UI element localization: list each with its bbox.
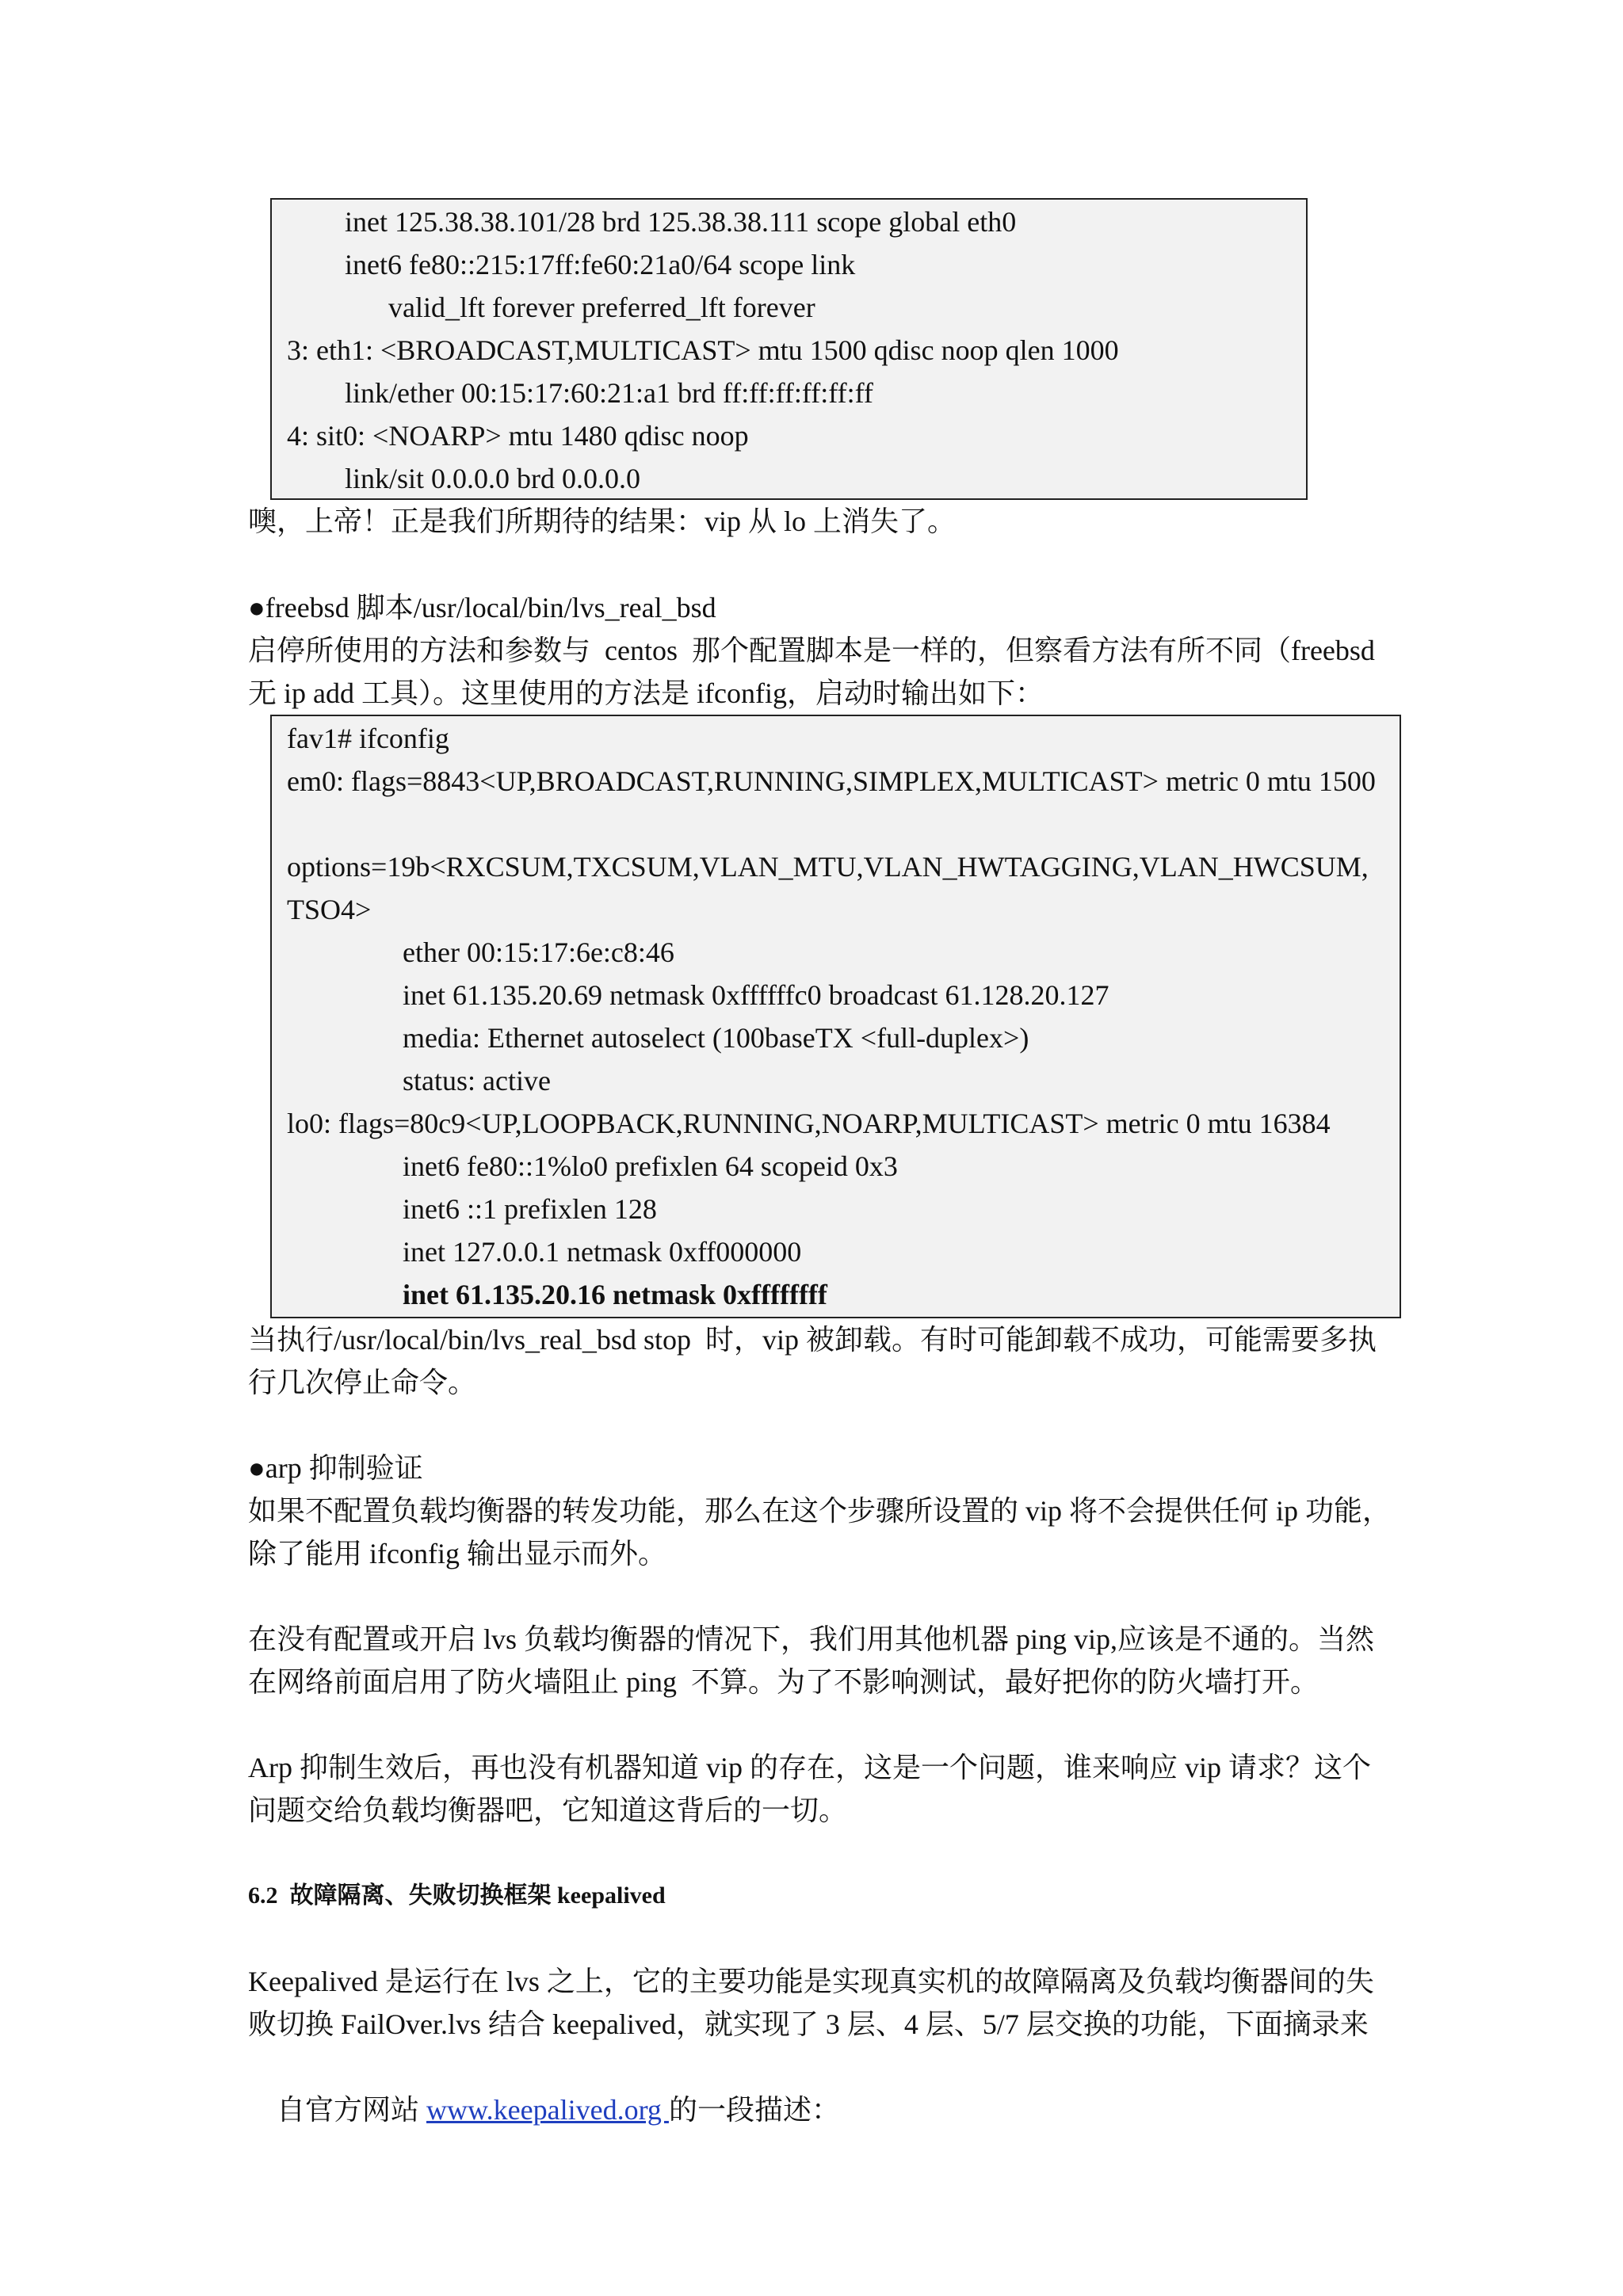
code-line: inet 125.38.38.101/28 brd 125.38.38.111 scope global eth0 [345,206,1017,238]
code-line: status: active [403,1065,551,1097]
paragraph: 败切换 FailOver.lvs 结合 keepalived，就实现了 3 层、4 层、5/7 层交换的功能，下面摘录来 [248,2008,1369,2040]
code-line: inet 127.0.0.1 netmask 0xff000000 [403,1236,802,1268]
paragraph: 行几次停止命令。 [248,1367,477,1398]
section-heading: 6.2 故障隔离、失败切换框架 keepalived [248,1882,666,1909]
code-line: link/ether 00:15:17:60:21:a1 brd ff:ff:ff:ff:ff:ff [345,377,873,409]
paragraph: 除了能用 ifconfig 输出显示而外。 [248,1538,666,1569]
code-line: valid_lft forever preferred_lft forever [388,292,815,323]
code-line: media: Ethernet autoselect (100baseTX <full-duplex>) [403,1022,1029,1054]
code-line: TSO4> [287,894,372,925]
code-line: fav1# ifconfig [287,723,449,754]
code-line-highlighted: inet 61.135.20.16 netmask 0xffffffff [403,1279,827,1310]
code-line: 4: sit0: <NOARP> mtu 1480 qdisc noop [287,420,749,452]
code-line: inet6 fe80::1%lo0 prefixlen 64 scopeid 0x3 [403,1150,898,1182]
paragraph: 如果不配置负载均衡器的转发功能，那么在这个步骤所设置的 vip 将不会提供任何 ip 功能， [248,1495,1392,1527]
paragraph-with-link [248,2046,840,2126]
paragraph: 在网络前面启用了防火墙阻止 ping 不算。为了不影响测试，最好把你的防火墙打开。 [248,1666,1319,1698]
code-line: lo0: flags=80c9<UP,LOOPBACK,RUNNING,NOARP,MULTICAST> metric 0 mtu 16384 [287,1108,1331,1139]
paragraph: 无 ip add 工具）。这里使用的方法是 ifconfig，启动时输出如下： [248,677,1044,709]
paragraph: 噢，上帝！正是我们所期待的结果：vip 从 lo 上消失了。 [248,505,957,537]
paragraph: 问题交给负载均衡器吧，它知道这背后的一切。 [248,1794,848,1826]
paragraph: Arp 抑制生效后，再也没有机器知道 vip 的存在，这是一个问题，谁来响应 vip 请求？这个 [248,1752,1371,1783]
code-line: options=19b<RXCSUM,TXCSUM,VLAN_MTU,VLAN_HWTAGGING,VLAN_HWCSUM, [287,851,1369,883]
code-line: inet 61.135.20.69 netmask 0xffffffc0 broadcast 61.128.20.127 [403,979,1109,1011]
code-line: inet6 ::1 prefixlen 128 [403,1193,657,1225]
code-line: link/sit 0.0.0.0 brd 0.0.0.0 [345,463,641,494]
paragraph: 当执行/usr/local/bin/lvs_real_bsd stop 时，vip 被卸载。有时可能卸载不成功，可能需要多执 [248,1324,1377,1356]
code-line: ether 00:15:17:6e:c8:46 [403,936,674,968]
arp-heading: ●arp 抑制验证 [248,1452,423,1484]
freebsd-heading: ●freebsd 脚本/usr/local/bin/lvs_real_bsd [248,592,716,624]
paragraph: 启停所使用的方法和参数与 centos 那个配置脚本是一样的，但察看方法有所不同（freebsd [248,635,1375,666]
paragraph: 在没有配置或开启 lvs 负载均衡器的情况下，我们用其他机器 ping vip,应该是不通的。当然 [248,1623,1375,1655]
text: 的一段描述： [668,2094,840,2126]
code-line: em0: flags=8843<UP,BROADCAST,RUNNING,SIMPLEX,MULTICAST> metric 0 mtu 1500 [287,765,1376,797]
paragraph: Keepalived 是运行在 lvs 之上，它的主要功能是实现真实机的故障隔离及负载均衡器间的失 [248,1966,1374,1997]
keepalived-website-link[interactable]: www.keepalived.org [426,2094,669,2126]
code-line: inet6 fe80::215:17ff:fe60:21a0/64 scope link [345,249,856,280]
code-line: 3: eth1: <BROADCAST,MULTICAST> mtu 1500 qdisc noop qlen 1000 [287,334,1119,366]
text: 自官方网站 [277,2094,427,2126]
